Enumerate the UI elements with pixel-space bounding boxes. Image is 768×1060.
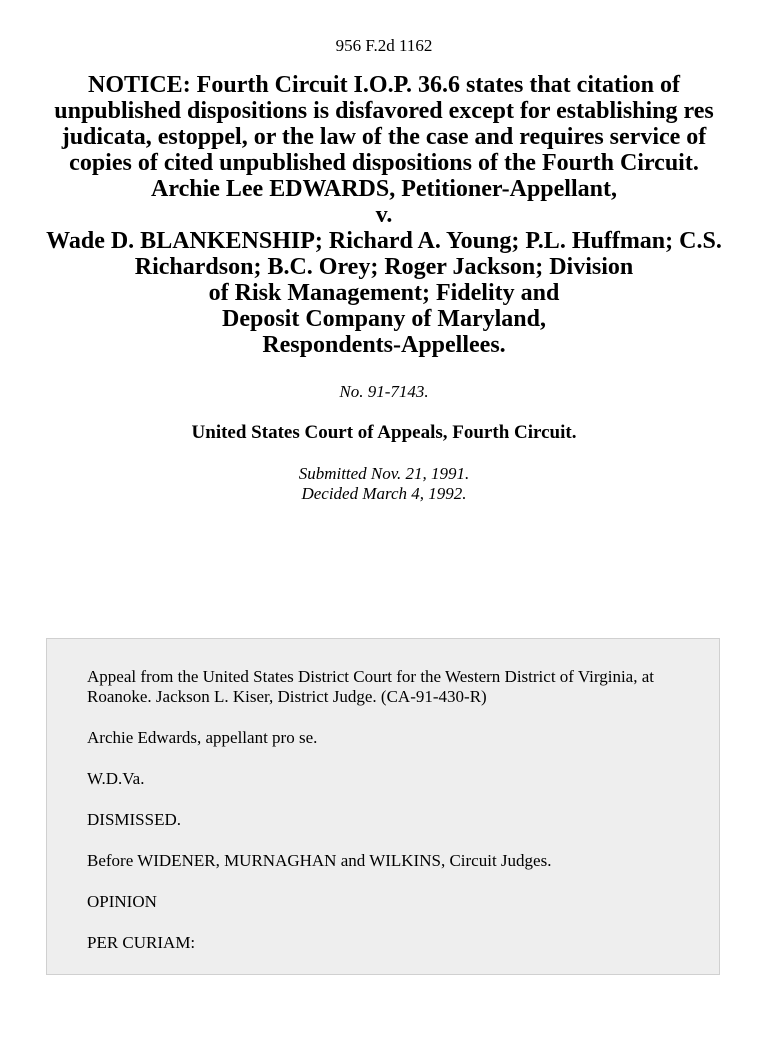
counsel-text: Archie Edwards, appellant pro se. [87,728,318,747]
notice-text: NOTICE: Fourth Circuit I.O.P. 36.6 states that citation of unpublished dispositions is disfavored except for establishing res judicata, estoppel, or the law of the case and requires service of copies of cited unpublished dispositions of the Fourth Circuit. [54,72,714,176]
panel-text: Before WIDENER, MURNAGHAN and WILKINS, Circuit Judges. [87,851,552,870]
appellant-name: Archie Lee EDWARDS, Petitioner-Appellant, [151,176,617,202]
versus-text: v. [375,202,393,228]
appellees-role: Respondents-Appellees. [262,332,506,358]
per-curiam-label: PER CURIAM: [87,933,196,952]
appellees-line-3: of Risk Management; Fidelity and [208,280,560,306]
disposition-text: DISMISSED. [87,810,181,829]
submitted-date: Submitted Nov. 21, 1991. [298,464,470,483]
decided-date: Decided March 4, 1992. [301,484,467,503]
district-text: W.D.Va. [87,769,145,788]
appellees-line-4: Deposit Company of Maryland, [221,306,546,332]
opinion-label: OPINION [87,892,157,911]
appellees-line-1: Wade D. BLANKENSHIP; Richard A. Young; P.L. Huffman; C.S. [46,228,722,254]
case-heading [40,72,728,358]
appeal-from-text: Appeal from the United States District Court for the Western District of Virginia, at Roanoke. Jackson L. Kiser, District Judge. (CA-91-430-R) [87,667,654,706]
court-name: United States Court of Appeals, Fourth Circuit. [191,422,577,443]
appellees-line-2: Richardson; B.C. Orey; Roger Jackson; Division [134,254,634,280]
case-details-box [46,638,720,975]
docket-number: No. 91-7143. [339,382,429,401]
case-citation: 956 F.2d 1162 [335,36,433,55]
case-dates [0,464,768,504]
